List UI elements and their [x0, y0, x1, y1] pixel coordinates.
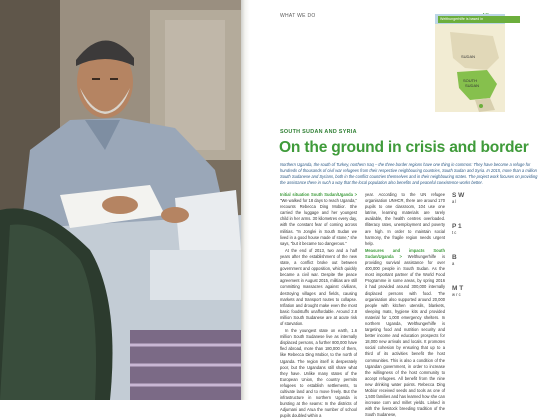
- paragraph-lead: Initial situation South Sudan/Uganda >: [280, 192, 357, 197]
- location-map: [435, 14, 505, 112]
- paragraph: [365, 248, 445, 419]
- running-head: WHAT WE DO: [280, 13, 316, 19]
- side-text: t c: [452, 230, 457, 236]
- paragraph: [280, 192, 357, 247]
- side-title: M T: [452, 285, 464, 293]
- side-title: B: [452, 254, 457, 262]
- paragraph-text: Welthungerhilfe is providing survival assistance for over 400,000 people in South Sudan. As the most important partner of the World Food Programme in some areas, by spring 2016 it had provided around 300,000 internally displaced persons with food. The organisation also supported around 20,000 people with kitchen utensils, blankets, sleeping mats, hygiene kits and provided material for 1,000 emergency shelters. In northern Uganda, Welthungerhilfe is targeting food and nutrition security and better income and education prospects for 18,000 new arrivals and locals. It promotes social cohesion by ensuring that up to a third of its activities benefit the host communities. This is also a condition of the Ugandan government, in order to increase the willingness of the host community to accept refugees. All benefit from the nine new drinking water points. Rebecca Ding Mobior received seeds and tools as one of 1,500 families and has learned how she can increase corn and millet yields. Linked in with the livestock breeding tradition of the South Sudanese,: [365, 253, 445, 418]
- map-label-south-sudan: SUDAN: [465, 83, 480, 88]
- side-text: a: [452, 261, 455, 267]
- side-text: w r c: [452, 292, 461, 298]
- map-title: Welthungerhilfe is based in: [438, 16, 520, 23]
- paragraph-text: "We walked for 18 days to reach Uganda," recounts Rebecca Ding Mobior. She carried the luggage and her youngest child in her arms. 30 kilometres every day, with the constant fear of coming across militias. "In Jonglei in South Sudan we lived in a good house made of stone," she says, "but it became too dangerous.": [280, 198, 357, 246]
- article-column-1: [280, 192, 357, 420]
- photo-illustration: [0, 0, 241, 400]
- side-block: [452, 285, 512, 298]
- paragraph-lead: Measures and impacts South Sudan/Uganda >: [365, 247, 445, 259]
- right-page: [250, 0, 538, 419]
- side-block: [452, 254, 512, 267]
- map-illustration: [435, 14, 505, 112]
- side-block: [452, 192, 512, 205]
- side-title: S W: [452, 192, 465, 199]
- article-headline: On the ground in crisis and border: [279, 139, 529, 156]
- side-column: [452, 192, 512, 316]
- side-block: [452, 223, 512, 236]
- map-label-south: SOUTH: [463, 78, 477, 83]
- article-intro: Northern Uganda, the south of Turkey, northern Iraq – the three border regions have one thing in common: They have become a refuge for hundreds of thousands of civil war refugees from their respective neighbouring countries, South Sudan and Syria. In 2015, more than a million South Sudanese and Syrians, both in the conflict countries themselves and in their neighbouring states. The project work focuses on providing the assistance there in such a way that the local population also benefits and peaceful coexistence works better.: [280, 162, 538, 185]
- refugee-registration-photo: [0, 0, 241, 400]
- side-text: a l: [452, 199, 457, 204]
- section-tag: SOUTH SUDAN AND SYRIA: [280, 129, 357, 135]
- article-column-2: [365, 192, 445, 419]
- paragraph: year. According to the UN refugee organisation UNHCR, there are around 170 pupils to one classroom, 104 use one latrine, learning materials are rarely available, the health centres overloaded. Illiteracy rates, unemployment and poverty are high. In order to maintain social harmony, the fragile region needs urgent help.: [365, 192, 445, 246]
- page-gutter: [241, 0, 250, 400]
- map-label-sudan: SUDAN: [461, 54, 476, 59]
- side-title: P 1: [452, 223, 462, 231]
- paragraph: At the end of 2013, two and a half years after the establishment of the new state, a conflict broke out between government and opposition, which quickly became a civil war. Despite the peace agreement in August 2015, militias are still committing massacres against civilians, destroying villages and fields, causing markets and transport routes to collapse. Inflation and drought make even the most basic foodstuffs unaffordable. Around 2.8 million South Sudanese are at acute risk of starvation.: [280, 247, 357, 326]
- paragraph: In the youngest state on earth, 1.6 million South Sudanese live as internally displaced persons, a further 800,000 have fled abroad, more than 180,000 of them, like Rebecca Ding Mobior, to the north of Uganda. The region itself is desperately poor, but the Ugandans still share what they have. Unlike many states of the European Union, the country permits refugees to establish settlements, to cultivate land and to move freely. But the infrastructure in northern Uganda is bursting at the seams: In the districts of Adjumani and Arua the number of school pupils doubled within a: [280, 328, 357, 419]
